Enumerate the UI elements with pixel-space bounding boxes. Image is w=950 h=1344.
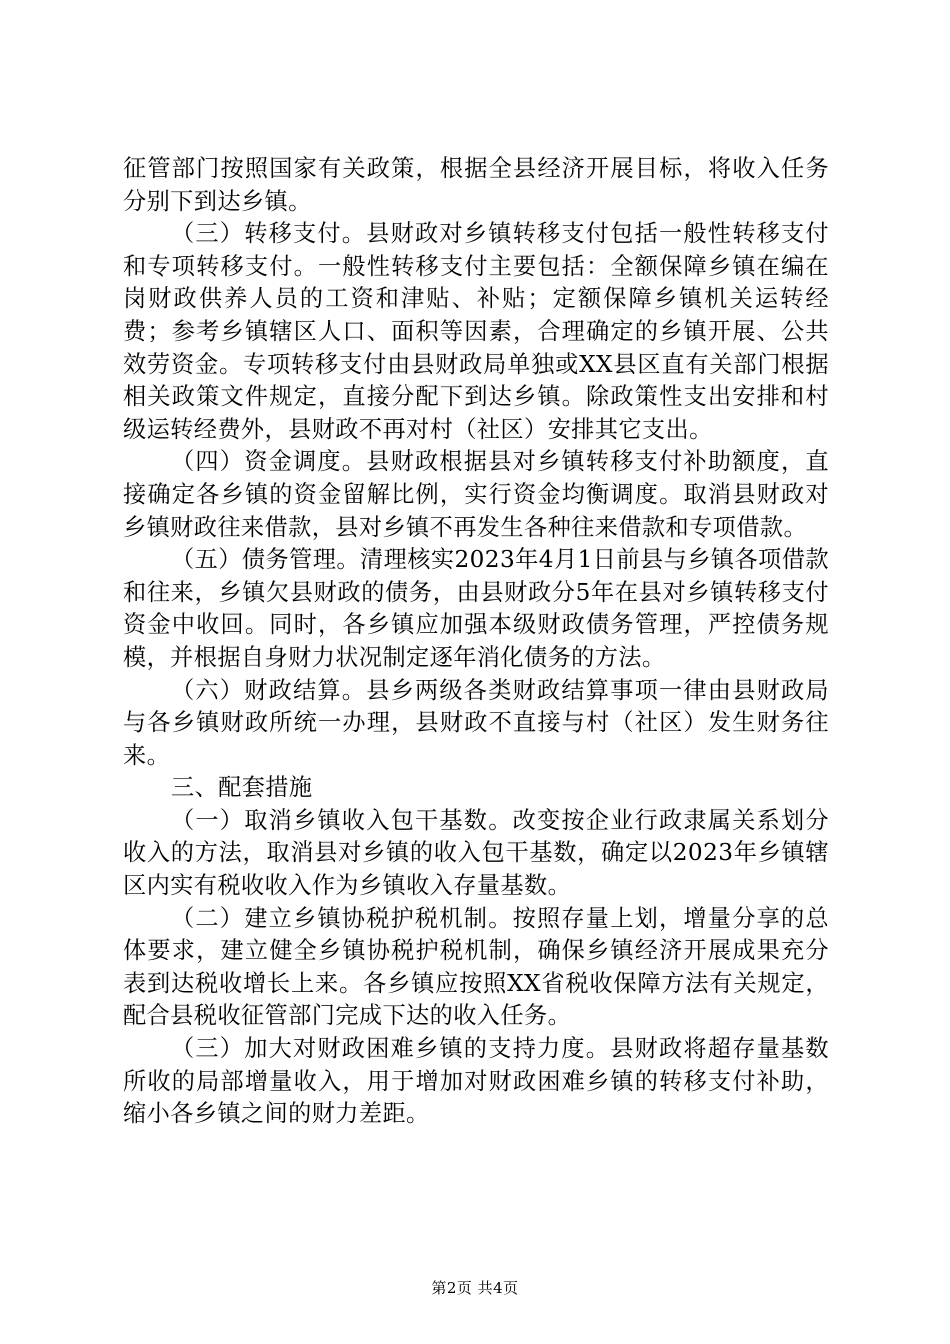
page-footer: 第2页 共4页 bbox=[431, 1279, 519, 1297]
paragraph-support-poor-towns: （三）加大对财政困难乡镇的支持力度。县财政将超存量基数所收的局部增量收入，用于增加对财政困难乡镇的转移支付补助，缩小各乡镇之间的财力差距。 bbox=[123, 1035, 829, 1128]
paragraph-debt-management: （五）债务管理。清理核实2023年4月1日前县与乡镇各项借款和往来，乡镇欠县财政的债务，由县财政分5年在县对乡镇转移支付资金中收回。同时，各乡镇应加强本级财政债务管理，严控债务规模，并根据自身财力状况制定逐年消化债务的方法。 bbox=[123, 546, 829, 671]
paragraph-tax-mechanism: （二）建立乡镇协税护税机制。按照存量上划，增量分享的总体要求，建立健全乡镇协税护税机制，确保乡镇经济开展成果充分表到达税收增长上来。各乡镇应按照XX省税收保障方法有关规定，配合县税收征管部门完成下达的收入任务。 bbox=[123, 904, 829, 1030]
document-body bbox=[123, 153, 829, 1131]
paragraph-transfer-payment: （三）转移支付。县财政对乡镇转移支付包括一般性转移支付和专项转移支付。一般性转移支付主要包括：全额保障乡镇在编在岗财政供养人员的工资和津贴、补贴；定额保障乡镇机关运转经费；参考乡镇辖区人口、面积等因素，合理确定的乡镇开展、公共效劳资金。专项转移支付由县财政局单独或XX县区直有关部门根据相关政策文件规定，直接分配下到达乡镇。除政策性支出安排和村级运转经费外，县财政不再对村（社区）安排其它支出。 bbox=[123, 220, 829, 443]
paragraph-continuation: 征管部门按照国家有关政策，根据全县经济开展目标，将收入任务分别下到达乡镇。 bbox=[123, 155, 829, 215]
paragraph-cancel-base: （一）取消乡镇收入包干基数。改变按企业行政隶属关系划分收入的方法，取消县对乡镇的收入包干基数，确定以2023年乡镇辖区内实有税收收入作为乡镇收入存量基数。 bbox=[123, 806, 829, 900]
paragraph-fund-dispatch: （四）资金调度。县财政根据县对乡镇转移支付补助额度，直接确定各乡镇的资金留解比例，实行资金均衡调度。取消县财政对乡镇财政往来借款，县对乡镇不再发生各种往来借款和专项借款。 bbox=[123, 448, 829, 541]
paragraph-fiscal-settlement: （六）财政结算。县乡两级各类财政结算事项一律由县财政局与各乡镇财政所统一办理，县财政不直接与村（社区）发生财务往来。 bbox=[123, 676, 829, 769]
section-heading-supporting-measures: 三、配套措施 bbox=[171, 774, 313, 802]
